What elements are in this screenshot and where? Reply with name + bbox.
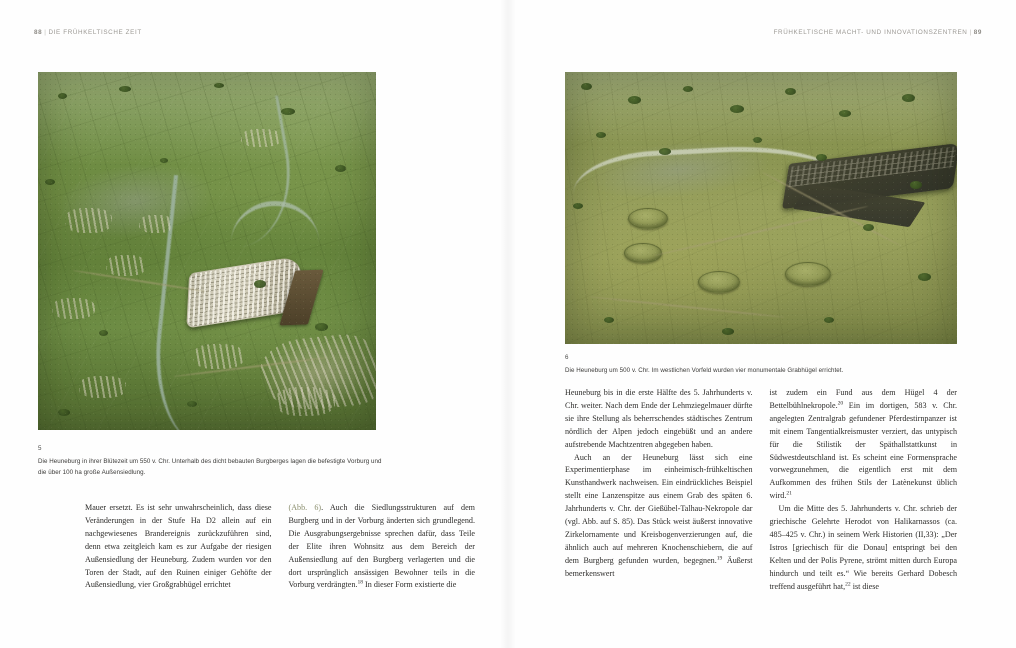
left-page-column-1 <box>85 502 272 592</box>
paragraph <box>770 503 958 593</box>
photo-vignette <box>565 72 957 344</box>
figure-5-caption-text: Die Heuneburg in ihrer Blütezeit um 550 v. Chr. Unterhalb des dicht bebauten Burgberges lagen die befestigte Vorburg und die über 100 ha große Außensiedlung. <box>38 457 382 476</box>
paragraph <box>565 452 753 581</box>
left-page-column-2 <box>289 502 476 592</box>
left-page-text-columns <box>85 502 475 592</box>
figure-6-number: 6 <box>565 354 569 361</box>
running-head-title-right: FRÜHKELTISCHE MACHT- UND INNOVATIONSZENTREN <box>773 29 968 36</box>
folio-number-right: 89 <box>973 29 982 36</box>
running-head-left <box>34 29 142 36</box>
paragraph-text: Um die Mitte des 5. Jahrhunderts v. Chr. schrieb der griechische Gelehrte Herodot von Halikarnassos (ca. 485–425 v. Chr.) in seinem Werk Historien (II,33): „Der Istros [griechisch für die Donau] entspringt bei den Kelten und der Polis Pyrene, strömt mitten durch Europa hindurch und teilt es.“ Wie bereits Gerhard Dobesch treffend ausgeführt hat, <box>769 504 957 591</box>
running-head-right <box>774 29 982 36</box>
paragraph-text: Auch an der Heuneburg lässt sich eine Experimentierphase im einheimisch-frühkeltischen Kunsthandwerk nachweisen. Ein eindrückliches Beispiel stellt eine Lanzenspitze aus einem Grab des späten 6. Jahrhunderts v. Chr. der Gießübel-Talhau-Nekropole dar (vgl. Abb. auf S. 85). Das Stück weist äußerst innovative Zirkelornamente und Kreisbogenverzierungen auf, die ähnlich auch auf mehreren Knochenschiebern, die auf dem Burgberg gefunden wurden, begegnen. <box>565 452 753 565</box>
figure-6-caption <box>565 353 957 377</box>
footnote-marker[interactable]: 22 <box>845 580 851 587</box>
paragraph-tail: Äußerst bemerkenswert <box>565 555 753 578</box>
figure-5 <box>38 72 376 430</box>
right-page-column-1 <box>565 387 753 594</box>
figure-6-caption-text: Die Heuneburg um 500 v. Chr. Im westlichen Vorfeld wurden vier monumentale Grabhügel errichtet. <box>565 366 844 374</box>
paragraph-text: ist zudem ein Fund aus dem Hügel 4 der Bettelbühlnekropole. <box>769 388 957 410</box>
figure-5-number: 5 <box>38 445 42 452</box>
photo-vignette <box>38 72 376 430</box>
paragraph <box>770 387 958 503</box>
running-head-separator-left: | <box>44 29 47 36</box>
footnote-marker[interactable]: 20 <box>837 400 844 407</box>
running-head-title-left: DIE FRÜHKELTISCHE ZEIT <box>48 29 142 36</box>
paragraph-tail: ist diese <box>850 581 880 591</box>
figure-5-caption <box>38 444 382 479</box>
paragraph-tail: Ein im dortigen, 583 v. Chr. angelegten Zentralgrab gefundener Pferdestirnpanzer ist mit einem Tangentialkreismuster verziert, das untypisch für die Stilistik der Späthallstattkunst in Südwestdeutschland ist. Es scheint eine Formensprache vorwegzunehmen, die eigentlich erst mit dem Aufkommen des frühen Stils der Latènekunst üblich wird. <box>769 400 957 501</box>
paragraph-text: . Auch die Siedlungsstrukturen auf dem Burgberg und in der Vorburg änderten sich grundlegend. Die Ausgrabungsergebnisse sprechen dafür, dass Teile der Elite ihren Wohnsitz aus dem Bereich der Außensiedlung auf den Burgberg verlagerten und die dort ursprünglich ansässigen Bewohner teils in die Vorburg verdrängten. <box>288 503 475 590</box>
paragraph <box>289 502 476 592</box>
paragraph-tail: In dieser Form existierte die <box>363 580 457 590</box>
paragraph: Heuneburg bis in die erste Hälfte des 5. Jahrhunderts v. Chr. weiter. Nach dem Ende der Lehmziegelmauer dürfte sie ihre Stellung als beherrschendes städtisches Zentrum nördlich der Alpen jedoch eingebüßt und an andere aufstrebende Machtzentren abgegeben haben. <box>565 388 753 449</box>
figure-6-image <box>565 72 957 344</box>
figure-reference[interactable]: (Abb. 6) <box>288 503 322 512</box>
footnote-marker[interactable]: 21 <box>786 490 792 497</box>
right-page-text-columns <box>565 387 957 594</box>
figure-6 <box>565 72 957 344</box>
footnote-marker[interactable]: 18 <box>357 579 364 586</box>
running-head-separator-right: | <box>969 29 972 36</box>
right-page-column-2 <box>770 387 958 594</box>
folio-number-left: 88 <box>34 29 43 36</box>
footnote-marker[interactable]: 19 <box>716 555 723 562</box>
figure-5-image <box>38 72 376 430</box>
paragraph: Mauer ersetzt. Es ist sehr unwahrscheinlich, dass diese Veränderungen in der Stufe Ha D2 allein auf ein nachgewiesenes Brandereignis zurückzuführen sind, denn etwa zeitgleich kam es zur Aufgabe der riesigen Außensiedlung der Heuneburg. Zudem wurden vor den Toren der Stadt, auf den Ruinen einiger Gehöfte der Außensiedlung, vier Großgrabhügel errichtet <box>85 503 272 590</box>
